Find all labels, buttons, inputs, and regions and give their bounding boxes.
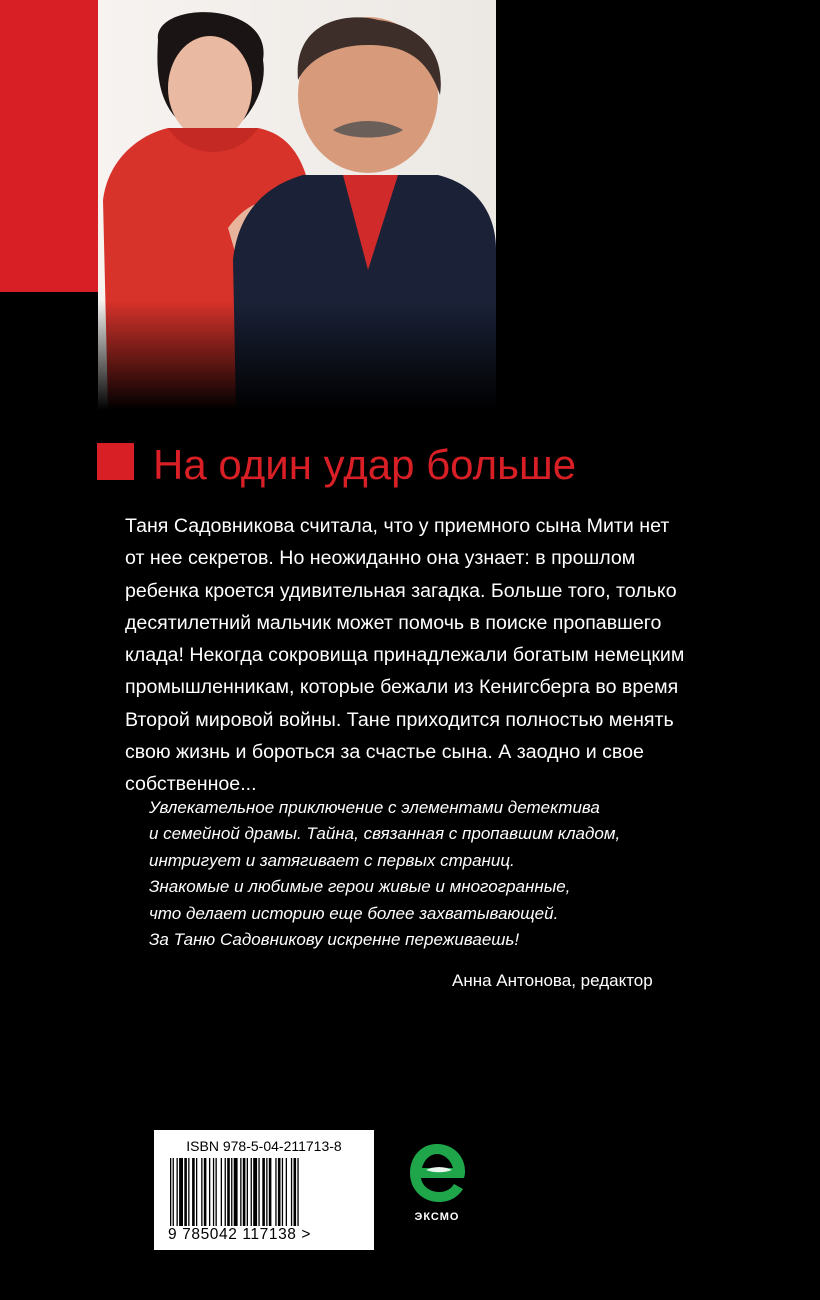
barcode-bar: [297, 1158, 298, 1226]
barcode-bar: [243, 1158, 246, 1226]
barcode-bar: [278, 1158, 281, 1226]
barcode-bar: [179, 1158, 183, 1226]
blurb-line: от нее секретов. Но неожиданно она узнает: в прошлом: [125, 547, 636, 570]
quote-line: что делает историю еще более захватывающей.: [149, 903, 559, 923]
blurb-line: ребенка кроется удивительная загадка. Больше того, только: [125, 579, 677, 602]
barcode-bar: [247, 1158, 248, 1226]
red-accent-bar: [0, 0, 98, 292]
blurb-line: промышленникам, которые бежали из Кенигсберга во время: [125, 676, 679, 699]
barcode-bar: [201, 1158, 202, 1226]
barcode-bar: [275, 1158, 276, 1226]
barcode-bar: [253, 1158, 257, 1226]
quote-line: и семейной драмы. Тайна, связанная с пропавшим кладом,: [149, 824, 621, 844]
book-title: На один удар больше: [153, 441, 577, 488]
barcode-bar: [170, 1158, 171, 1226]
barcode-bar: [251, 1158, 252, 1226]
barcode-bar: [221, 1158, 222, 1226]
barcode-bar: [196, 1158, 197, 1226]
blurb-line: Таня Садовникова считала, что у приемного сына Мити нет: [125, 515, 670, 537]
barcode-digits: 9 785042 117138 >: [168, 1226, 312, 1243]
blurb-line: свою жизнь и бороться за счастье сына. А заодно и свое: [125, 741, 644, 764]
book-blurb: [125, 510, 685, 801]
blurb-line: клада! Некогда сокровища принадлежали богатым немецким: [125, 644, 685, 667]
quote-line: За Таню Садовникову искренне переживаешь!: [149, 930, 520, 950]
barcode-bar: [227, 1158, 230, 1226]
isbn-label: ISBN 978-5-04-211713-8: [186, 1138, 342, 1154]
barcode-bar: [266, 1158, 267, 1226]
blurb-line: Второй мировой войны. Тане приходится полностью менять: [125, 708, 674, 731]
barcode-bar: [188, 1158, 189, 1226]
eksmo-logo-icon: [406, 1140, 468, 1208]
barcode-bar: [173, 1158, 174, 1226]
barcode-bar: [286, 1158, 287, 1226]
barcode-bar: [262, 1158, 265, 1226]
editor-quote: [149, 795, 620, 953]
title-square-marker: [97, 443, 134, 480]
quote-line: Увлекательное приключение с элементами детектива: [149, 798, 600, 817]
publisher-logo: [406, 1140, 468, 1230]
barcode-bar: [269, 1158, 272, 1226]
barcode-bar: [192, 1158, 195, 1226]
quote-line: интригует и затягивает с первых страниц.: [149, 850, 515, 870]
barcode-bar: [177, 1158, 178, 1226]
barcode-bar: [213, 1158, 214, 1226]
barcode-bar: [291, 1158, 292, 1226]
barcode-bars: [168, 1158, 360, 1228]
publisher-name: ЭКСМО: [414, 1211, 460, 1223]
barcode-bar: [225, 1158, 226, 1226]
barcode-bar: [294, 1158, 297, 1226]
quote-line: Знакомые и любимые герои живые и многогранные,: [149, 877, 571, 897]
barcode-bar: [234, 1158, 238, 1226]
barcode-bar: [282, 1158, 283, 1226]
barcode-panel: [154, 1130, 374, 1250]
author-photo: [98, 0, 496, 410]
barcode-bar: [184, 1158, 187, 1226]
barcode-bar: [204, 1158, 207, 1226]
editor-credit: Анна Антонова, редактор: [452, 971, 653, 990]
barcode-bar: [231, 1158, 232, 1226]
barcode-bar: [216, 1158, 217, 1226]
barcode-bar: [258, 1158, 259, 1226]
blurb-line: собственное...: [125, 773, 257, 796]
barcode-bar: [209, 1158, 210, 1226]
barcode-bar: [240, 1158, 241, 1226]
blurb-line: десятилетний мальчик может помочь в поиске пропавшего: [125, 611, 662, 634]
